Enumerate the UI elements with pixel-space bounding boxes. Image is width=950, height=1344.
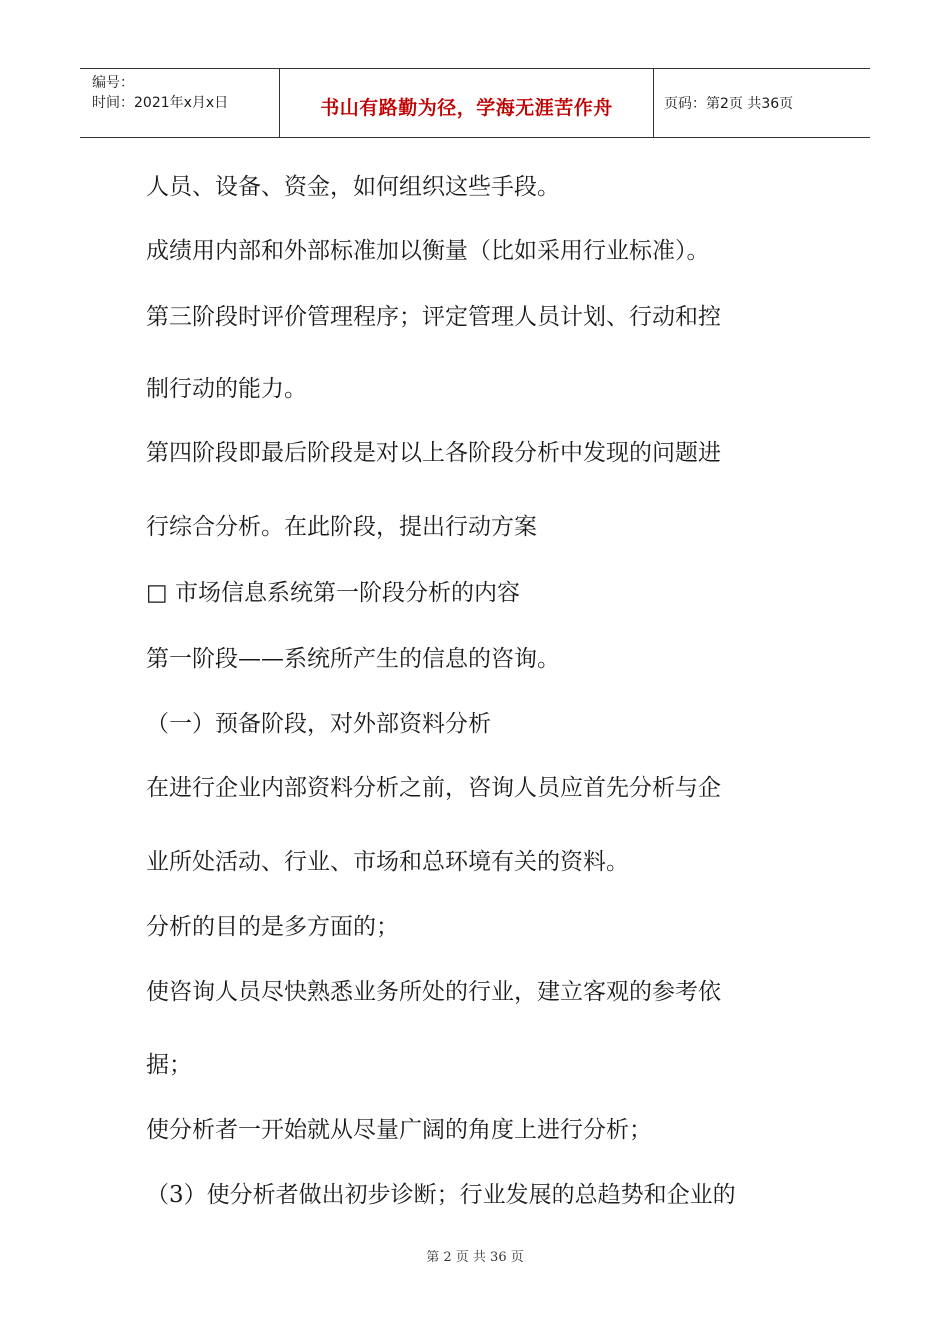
paragraph: 第三阶段时评价管理程序；评定管理人员计划、行动和控 xyxy=(146,304,721,330)
paragraph: 业所处活动、行业、市场和总环境有关的资料。 xyxy=(146,849,629,875)
paragraph: 行综合分析。在此阶段，提出行动方案 xyxy=(146,514,537,540)
number-label: 编号： xyxy=(92,75,134,91)
paragraph: 据； xyxy=(146,1052,192,1078)
paragraph: 成绩用内部和外部标准加以衡量（比如采用行业标准）。 xyxy=(146,238,710,264)
paragraph: 第四阶段即最后阶段是对以上各阶段分析中发现的问题进 xyxy=(146,440,721,466)
page-info: 页码：第2页 共36页 xyxy=(664,96,794,112)
motto-text: 书山有路勤为径，学海无涯苦作舟 xyxy=(320,96,613,119)
document-header xyxy=(80,68,870,138)
paragraph: 在进行企业内部资料分析之前，咨询人员应首先分析与企 xyxy=(146,775,721,801)
header-motto-cell xyxy=(280,69,654,137)
paragraph: （一）预备阶段，对外部资料分析 xyxy=(146,711,491,737)
paragraph: 制行动的能力。 xyxy=(146,376,307,402)
paragraph: 使咨询人员尽快熟悉业务所处的行业，建立客观的参考依 xyxy=(146,979,721,1005)
paragraph: 第一阶段——系统所产生的信息的咨询。 xyxy=(146,646,560,672)
paragraph: 使分析者一开始就从尽量广阔的角度上进行分析； xyxy=(146,1117,652,1143)
page-footer: 第 2 页 共 36 页 xyxy=(426,1250,524,1265)
header-meta xyxy=(80,69,280,137)
paragraph: □ 市场信息系统第一阶段分析的内容 xyxy=(146,580,521,606)
paragraph: 分析的目的是多方面的； xyxy=(146,914,399,940)
paragraph: 人员、设备、资金，如何组织这些手段。 xyxy=(146,174,560,200)
paragraph: （3）使分析者做出初步诊断；行业发展的总趋势和企业的 xyxy=(146,1182,736,1208)
header-page-cell xyxy=(654,69,870,137)
time-label: 时间：2021年x月x日 xyxy=(92,95,229,111)
